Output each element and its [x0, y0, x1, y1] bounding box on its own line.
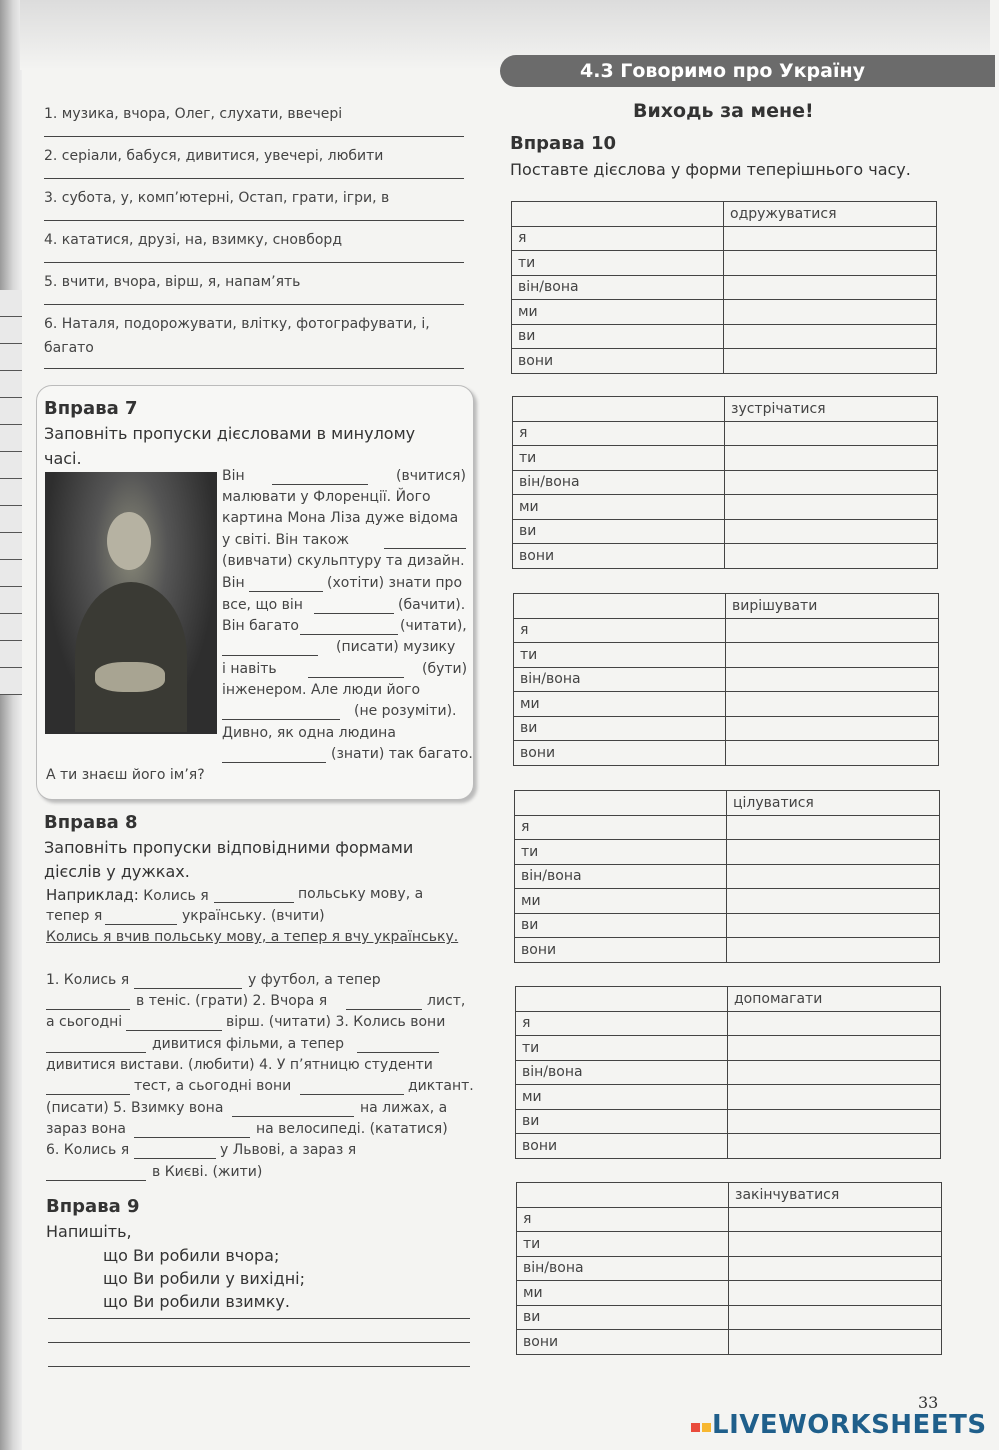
pronoun-cell: ми — [517, 1281, 729, 1306]
ex8-blank-8[interactable] — [300, 1094, 404, 1095]
answer-cell[interactable] — [727, 840, 940, 865]
exercise-9-item-1: що Ви робили вчора; — [103, 1246, 280, 1265]
answer-cell[interactable] — [726, 741, 939, 766]
table-corner-cell — [517, 1183, 729, 1208]
ex8-blank-1[interactable] — [134, 988, 242, 989]
answer-cell[interactable] — [724, 300, 937, 325]
exercise-7-title: Вправа 7 — [44, 398, 138, 419]
verb-header: закінчуватися — [729, 1183, 942, 1208]
ex7-blank-7[interactable] — [308, 677, 404, 678]
answer-cell[interactable] — [724, 226, 937, 251]
pronoun-cell: ми — [516, 1085, 728, 1110]
sentence-6-cont: багато — [44, 340, 94, 356]
answer-cell[interactable] — [727, 938, 940, 963]
pronoun-cell: він/вона — [515, 864, 727, 889]
pronoun-cell: ви — [513, 519, 725, 544]
ex8-blank-11[interactable] — [134, 1158, 216, 1159]
answer-cell[interactable] — [728, 1109, 941, 1134]
pronoun-cell: ти — [515, 840, 727, 865]
ex7-blank-3[interactable] — [249, 591, 323, 592]
ex8-blank-2[interactable] — [46, 1009, 130, 1010]
sentence-4: 4. кататися, друзі, на, взимку, сновборд — [44, 232, 342, 248]
exercise-9-instruction: Напишіть, — [46, 1222, 132, 1241]
pronoun-cell: ми — [512, 300, 724, 325]
pronoun-cell: ви — [512, 324, 724, 349]
story-title: Виходь за мене! — [633, 100, 814, 122]
pronoun-cell: я — [515, 815, 727, 840]
answer-line-4[interactable] — [44, 262, 464, 263]
sentence-2: 2. серіали, бабуся, дивитися, увечері, любити — [44, 148, 384, 164]
ex7-blank-5[interactable] — [300, 634, 398, 635]
answer-line-5[interactable] — [44, 304, 464, 305]
verb-header: допомагати — [728, 987, 941, 1012]
answer-cell[interactable] — [729, 1232, 942, 1257]
pronoun-cell: він/вона — [517, 1256, 729, 1281]
verb-header: зустрічатися — [725, 397, 938, 422]
ex7-blank-2[interactable] — [384, 548, 466, 549]
pronoun-cell: він/вона — [513, 470, 725, 495]
answer-cell[interactable] — [725, 446, 938, 471]
table-corner-cell — [515, 791, 727, 816]
exercise-7-question: А ти знаєш його ім’я? — [46, 767, 205, 783]
ex8-blank-6[interactable] — [357, 1052, 439, 1053]
ex9-answer-line-3[interactable] — [48, 1366, 470, 1367]
answer-cell[interactable] — [726, 643, 939, 668]
pronoun-cell: ви — [516, 1109, 728, 1134]
answer-line-3[interactable] — [44, 220, 464, 221]
answer-cell[interactable] — [728, 1085, 941, 1110]
exercise-8-instruction-cont: дієслів у дужках. — [44, 862, 190, 881]
sentence-3: 3. субота, у, комп’ютерні, Остап, грати, ігри, в — [44, 190, 390, 206]
pronoun-cell: я — [514, 618, 726, 643]
ex8-blank-4[interactable] — [126, 1030, 222, 1031]
exercise-8-title: Вправа 8 — [44, 812, 138, 833]
ex7-blank-6[interactable] — [222, 655, 318, 656]
ex9-answer-line-1[interactable] — [48, 1318, 470, 1319]
section-header: 4.3 Говоримо про Україну — [500, 55, 995, 87]
pronoun-cell: ми — [514, 692, 726, 717]
answer-cell[interactable] — [726, 667, 939, 692]
pronoun-cell: ми — [513, 495, 725, 520]
answer-cell[interactable] — [728, 1011, 941, 1036]
sentence-6: 6. Наталя, подорожувати, влітку, фотографувати, і, — [44, 316, 430, 332]
table-corner-cell — [513, 397, 725, 422]
liveworksheets-logo: LIVEWORKSHEETS — [690, 1410, 987, 1440]
pronoun-cell: ти — [513, 446, 725, 471]
answer-cell[interactable] — [727, 889, 940, 914]
pronoun-cell: я — [513, 421, 725, 446]
exercise-10-title: Вправа 10 — [510, 133, 617, 154]
answer-cell[interactable] — [727, 815, 940, 840]
answer-cell[interactable] — [724, 349, 937, 374]
answer-line-2[interactable] — [44, 178, 464, 179]
pronoun-cell: вони — [517, 1330, 729, 1355]
exercise-7-instruction-cont: часі. — [44, 449, 82, 468]
pronoun-cell: ти — [514, 643, 726, 668]
answer-cell[interactable] — [726, 618, 939, 643]
conjugation-table — [511, 201, 937, 374]
answer-cell[interactable] — [727, 864, 940, 889]
pronoun-cell: вони — [515, 938, 727, 963]
pronoun-cell: ви — [517, 1305, 729, 1330]
page-number: 33 — [918, 1393, 939, 1412]
answer-cell[interactable] — [726, 716, 939, 741]
mona-lisa-image — [45, 472, 217, 734]
answer-cell[interactable] — [725, 421, 938, 446]
exercise-9-item-2: що Ви робили у вихідні; — [103, 1269, 305, 1288]
verb-header: вирішувати — [726, 594, 939, 619]
verb-header: одружуватися — [724, 202, 937, 227]
exercise-10-instruction: Поставте дієслова у форми теперішнього часу. — [510, 160, 911, 179]
exercise-7-instruction: Заповніть пропуски дієсловами в минулому — [44, 424, 416, 443]
ex7-blank-1[interactable] — [272, 484, 368, 485]
pronoun-cell: ти — [517, 1232, 729, 1257]
ex8-blank-9[interactable] — [232, 1116, 354, 1117]
pronoun-cell: вони — [516, 1134, 728, 1159]
answer-cell[interactable] — [725, 544, 938, 569]
answer-cell[interactable] — [729, 1330, 942, 1355]
pronoun-cell: ти — [516, 1036, 728, 1061]
verb-header: цілуватися — [727, 791, 940, 816]
ex7-blank-9[interactable] — [222, 762, 326, 763]
pronoun-cell: він/вона — [516, 1060, 728, 1085]
pronoun-cell: ти — [512, 251, 724, 276]
exercise-9-item-3: що Ви робили взимку. — [103, 1292, 290, 1311]
answer-cell[interactable] — [729, 1305, 942, 1330]
pronoun-cell: ви — [515, 913, 727, 938]
answer-cell[interactable] — [726, 692, 939, 717]
pronoun-cell: ми — [515, 889, 727, 914]
answer-cell[interactable] — [728, 1060, 941, 1085]
exercise-8-instruction: Заповніть пропуски відповідними формами — [44, 838, 414, 857]
answer-cell[interactable] — [729, 1207, 942, 1232]
ex8-blank-5[interactable] — [46, 1052, 146, 1053]
answer-cell[interactable] — [728, 1036, 941, 1061]
answer-cell[interactable] — [725, 495, 938, 520]
answer-cell[interactable] — [729, 1256, 942, 1281]
pronoun-cell: він/вона — [514, 667, 726, 692]
table-corner-cell — [516, 987, 728, 1012]
spine-tabs — [0, 290, 22, 695]
conjugation-table — [515, 986, 941, 1159]
answer-cell[interactable] — [729, 1281, 942, 1306]
answer-cell[interactable] — [728, 1134, 941, 1159]
pronoun-cell: я — [512, 226, 724, 251]
ex8-blank-10[interactable] — [134, 1137, 250, 1138]
conjugation-table — [513, 593, 939, 766]
answer-cell[interactable] — [724, 275, 937, 300]
ex8-blank-7[interactable] — [46, 1094, 130, 1095]
answer-line-1[interactable] — [44, 136, 464, 137]
answer-cell[interactable] — [725, 519, 938, 544]
pronoun-cell: я — [517, 1207, 729, 1232]
pronoun-cell: ви — [514, 716, 726, 741]
answer-cell[interactable] — [724, 251, 937, 276]
answer-cell[interactable] — [725, 470, 938, 495]
pronoun-cell: він/вона — [512, 275, 724, 300]
answer-cell[interactable] — [727, 913, 940, 938]
conjugation-table — [514, 790, 940, 963]
ex7-blank-8[interactable] — [222, 719, 340, 720]
ex8-blank-3[interactable] — [346, 1009, 422, 1010]
exercise-9-title: Вправа 9 — [46, 1196, 140, 1217]
pronoun-cell: я — [516, 1011, 728, 1036]
pronoun-cell: вони — [514, 741, 726, 766]
sentence-5: 5. вчити, вчора, вірш, я, напам’ять — [44, 274, 301, 290]
ex8-blank-12[interactable] — [46, 1180, 146, 1181]
table-corner-cell — [512, 202, 724, 227]
table-corner-cell — [514, 594, 726, 619]
pronoun-cell: вони — [513, 544, 725, 569]
ex9-answer-line-2[interactable] — [48, 1342, 470, 1343]
ex7-blank-4[interactable] — [314, 613, 394, 614]
answer-cell[interactable] — [724, 324, 937, 349]
answer-line-6[interactable] — [44, 368, 464, 369]
book-spine — [0, 0, 22, 1450]
sentence-1: 1. музика, вчора, Олег, слухати, ввечері — [44, 106, 343, 122]
conjugation-table — [516, 1182, 942, 1355]
pronoun-cell: вони — [512, 349, 724, 374]
conjugation-table — [512, 396, 938, 569]
